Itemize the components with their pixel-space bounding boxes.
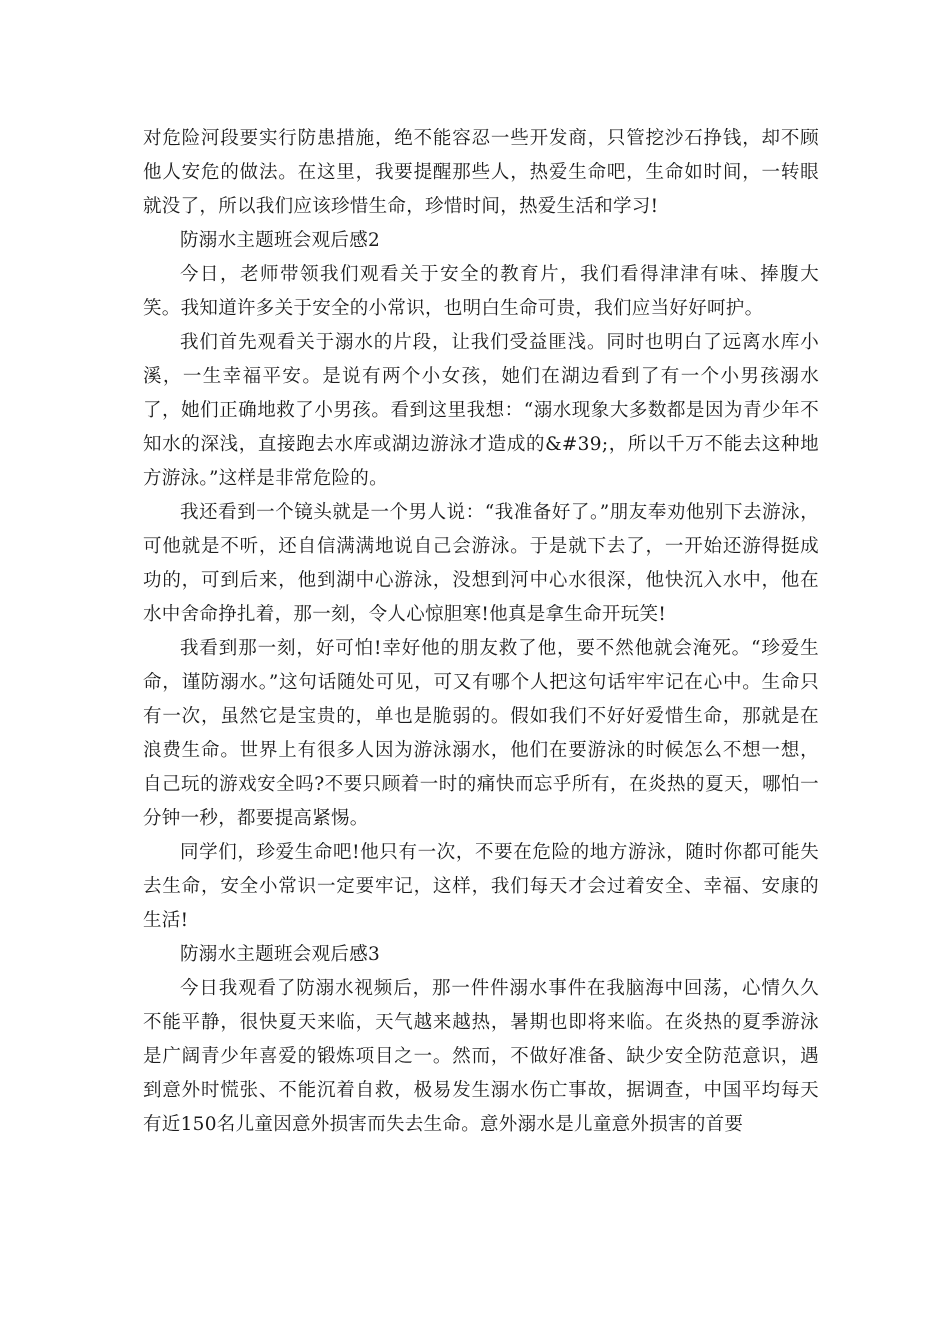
paragraph: 我们首先观看关于溺水的片段，让我们受益匪浅。同时也明白了远离水库小溪，一生幸福平安。是说有两个小女孩，她们在湖边看到了有一个小男孩溺水了，她们正确地救了小男孩。看到这里我想：“溺水现象大多数都是因为青少年不知水的深浅，直接跑去水库或湖边游泳才造成的&#39;，所以千万不能去这种地方游泳。”这样是非常危险的。 [143,332,819,489]
paragraph: 今日我观看了防溺水视频后，那一件件溺水事件在我脑海中回荡，心情久久不能平静，很快夏天来临，天气越来越热，暑期也即将来临。在炎热的夏季游泳是广阔青少年喜爱的锻炼项目之一。然而，不做好准备、缺少安全防范意识，遇到意外时慌张、不能沉着自救，极易发生溺水伤亡事故，据调查，中国平均每天有近150名儿童因意外损害而失去生命。意外溺水是儿童意外损害的首要 [143,978,819,1135]
document-body [143,122,819,1142]
paragraph-continuation: 对危险河段要实行防患措施，绝不能容忍一些开发商，只管挖沙石挣钱，却不顾他人安危的做法。在这里，我要提醒那些人，热爱生命吧，生命如时间，一转眼就没了，所以我们应该珍惜生命，珍惜时间，热爱生活和学习! [143,128,819,217]
section-heading-2: 防溺水主题班会观后感2 [180,230,381,251]
paragraph: 今日，老师带领我们观看关于安全的教育片，我们看得津津有味、捧腹大笑。我知道许多关于安全的小常识，也明白生命可贵，我们应当好好呵护。 [143,264,819,319]
section-heading-3: 防溺水主题班会观后感3 [180,944,381,965]
paragraph: 同学们，珍爱生命吧!他只有一次，不要在危险的地方游泳，随时你都可能失去生命，安全小常识一定要牢记，这样，我们每天才会过着安全、幸福、安康的生活! [143,842,819,931]
paragraph: 我还看到一个镜头就是一个男人说：“我准备好了。”朋友奉劝他别下去游泳，可他就是不听，还自信满满地说自己会游泳。于是就下去了，一开始还游得挺成功的，可到后来，他到湖中心游泳，没想到河中心水很深，他快沉入水中，他在水中舍命挣扎着，那一刻，令人心惊胆寒!他真是拿生命开玩笑! [143,502,819,625]
paragraph: 我看到那一刻，好可怕!幸好他的朋友救了他，要不然他就会淹死。“珍爱生命，谨防溺水。”这句话随处可见，可又有哪个人把这句话牢牢记在心中。生命只有一次，虽然它是宝贵的，单也是脆弱的。假如我们不好好爱惜生命，那就是在浪费生命。世界上有很多人因为游泳溺水，他们在要游泳的时候怎么不想一想，自己玩的游戏安全吗?不要只顾着一时的痛快而忘乎所有，在炎热的夏天，哪怕一分钟一秒，都要提高紧惕。 [143,638,819,829]
